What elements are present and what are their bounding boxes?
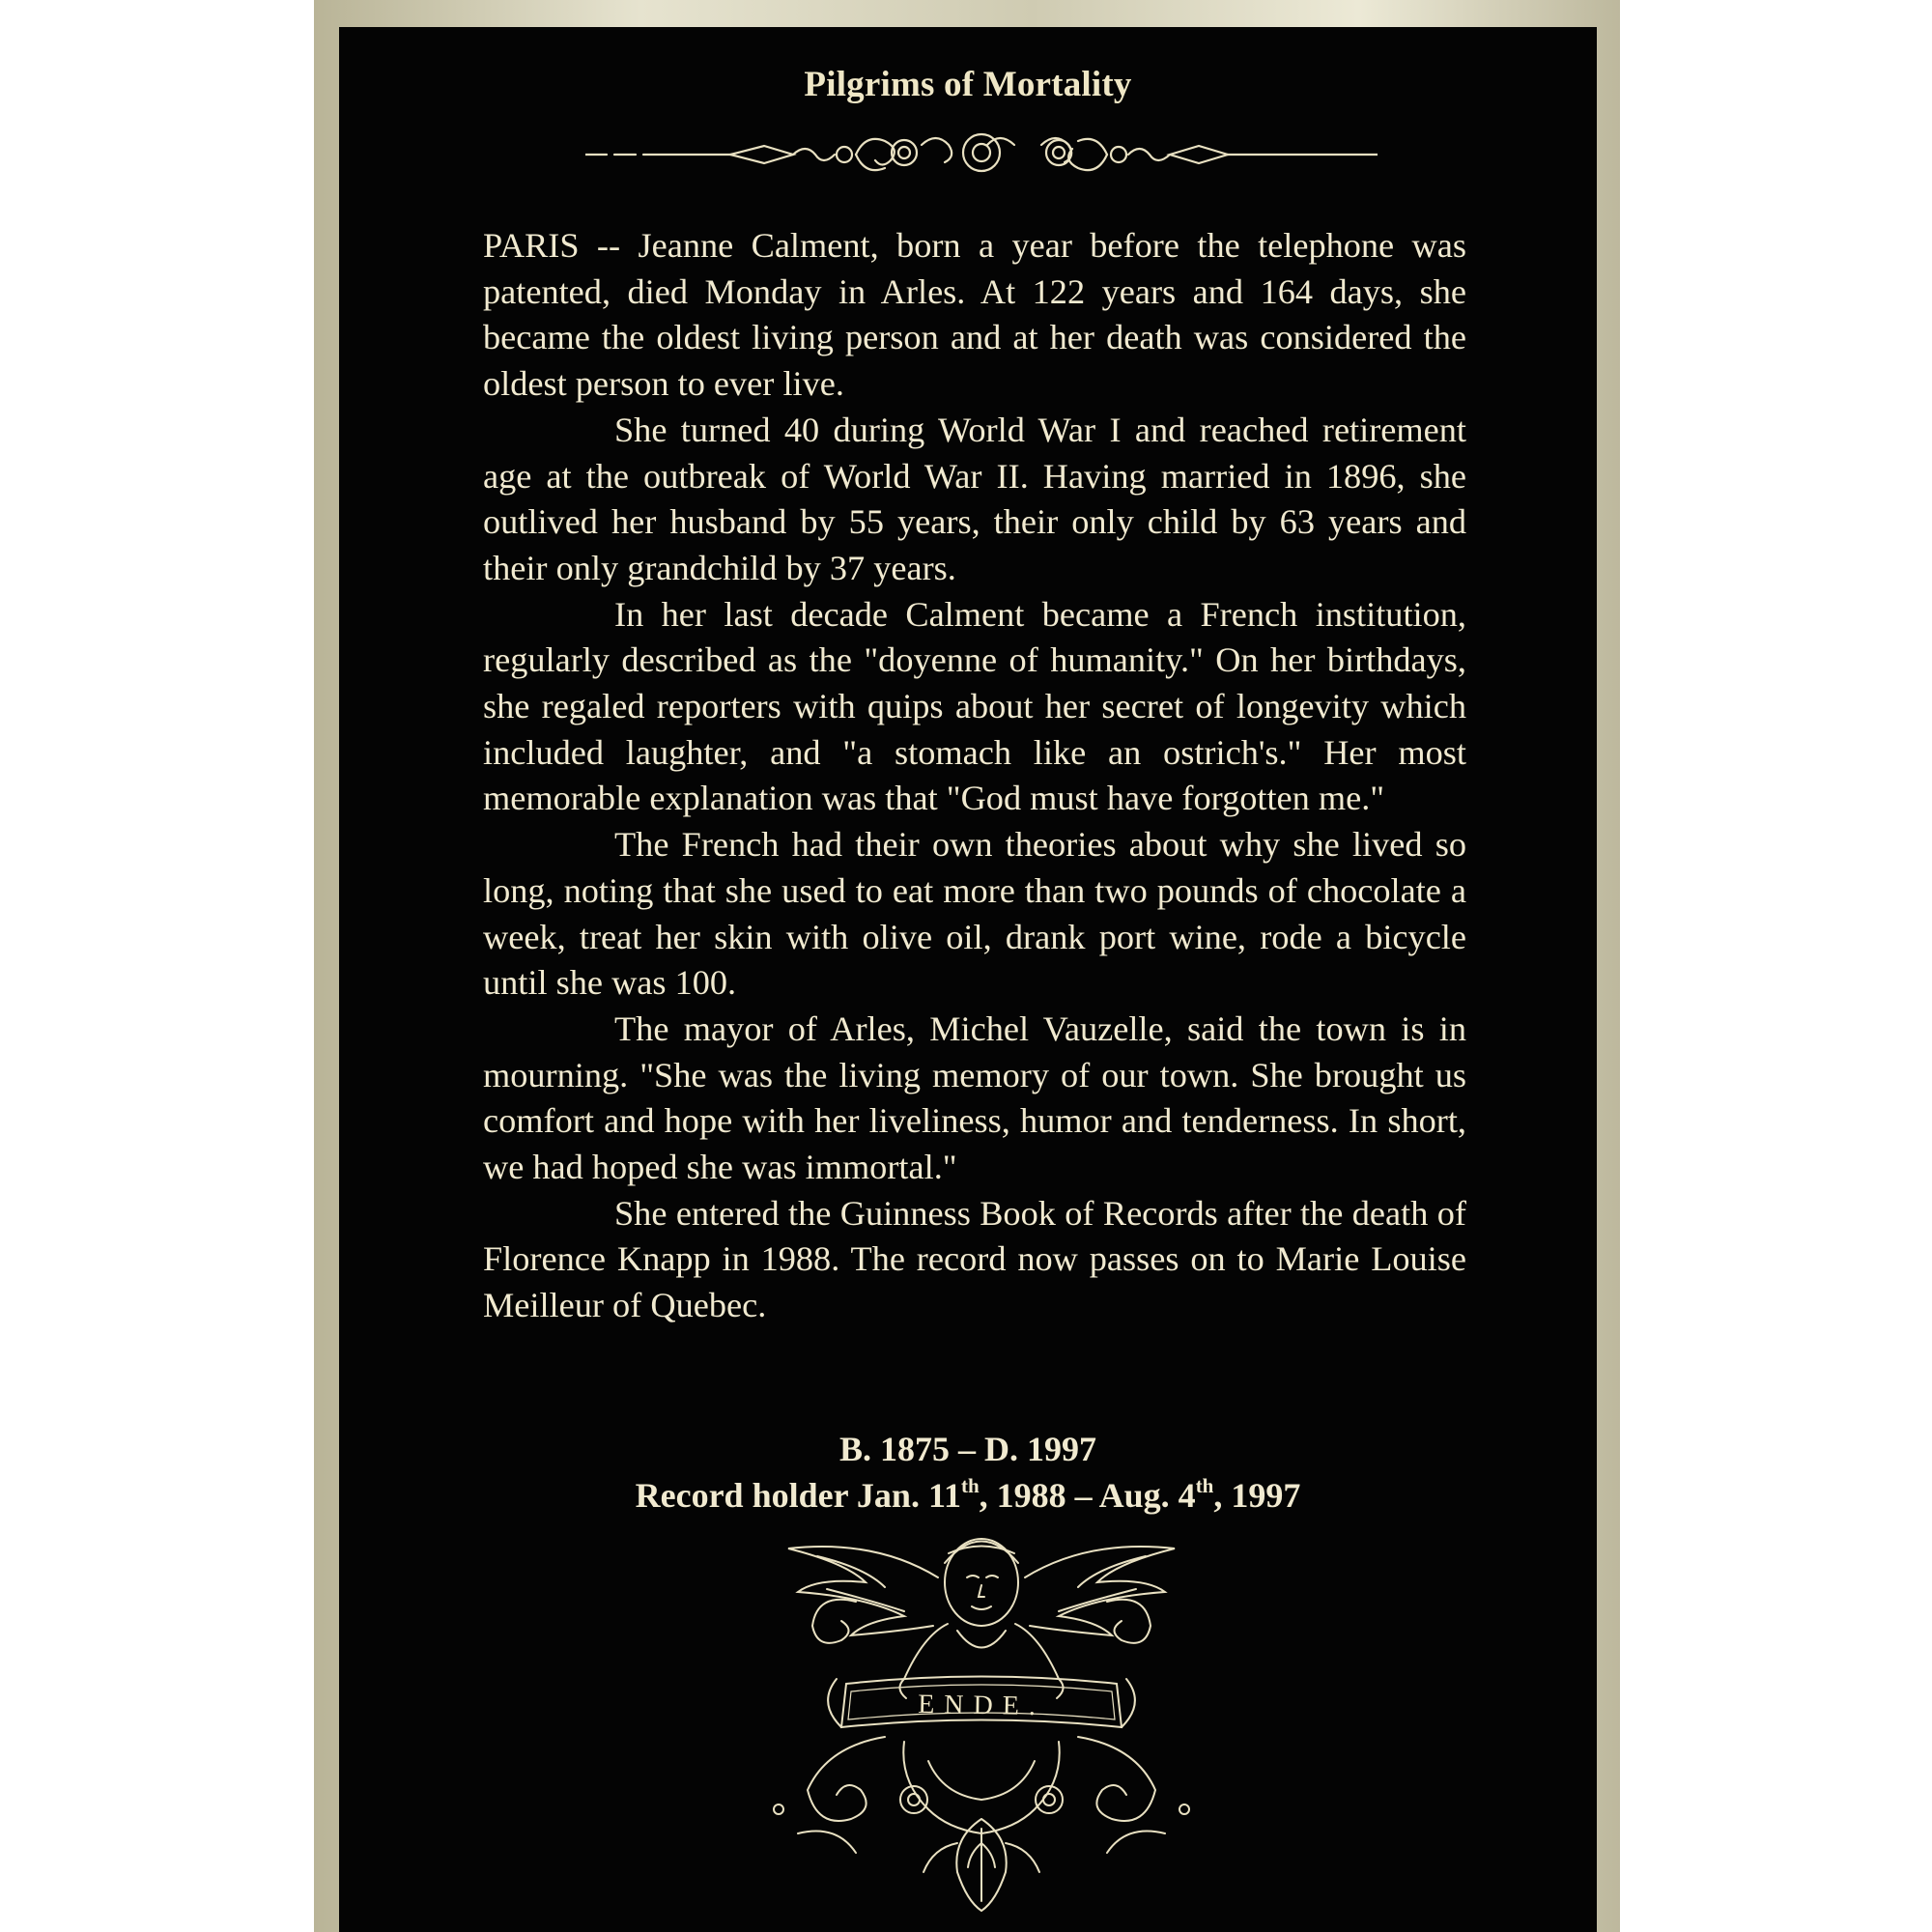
emblem-text: ENDE.	[917, 1689, 1046, 1722]
paragraph: PARIS -- Jeanne Calment, born a year before the telephone was patented, died Monday in Arles. At 122 years and 164 days, she became the oldest living person and at her death was considered the oldest person to ever live.	[483, 226, 1466, 404]
record-prefix: Record holder Jan. 11	[635, 1476, 961, 1515]
paragraph: The mayor of Arles, Michel Vauzelle, said the town is in mourning. "She was the living memory of our town. She brought us comfort and hope with her liveliness, humor and tenderness. In short, we had hoped she was immortal."	[483, 1009, 1466, 1187]
paragraph: She entered the Guinness Book of Records after the death of Florence Knapp in 1988. The record now passes on to Marie Louise Meilleur of Quebec.	[483, 1193, 1466, 1325]
memorial-plaque	[339, 27, 1597, 1932]
cherub-emblem	[759, 1510, 1204, 1916]
paragraph: She turned 40 during World War I and reached retirement age at the outbreak of World War II. Having married in 1896, she outlived her husband by 55 years, their only child by 63 years and their only grandchild by 37 years.	[483, 410, 1466, 587]
ornamental-divider	[585, 116, 1378, 193]
lifespan-line: B. 1875 – D. 1997	[838, 1430, 1096, 1468]
plaque-title: Pilgrims of Mortality	[804, 65, 1132, 104]
ordinal-suffix: th	[960, 1474, 980, 1497]
paragraph: The French had their own theories about why she lived so long, noting that she used to eat more than two pounds of chocolate a week, treat her skin with olive oil, drank port wine, rode a bicycle until she was 100.	[483, 825, 1466, 1003]
record-middle: , 1988 – Aug. 4	[979, 1476, 1196, 1515]
obituary-text	[483, 223, 1466, 1329]
plaque-footer	[339, 1426, 1597, 1519]
paragraph: In her last decade Calment became a French institution, regularly described as the "doyenne of humanity." On her birthdays, she regaled reporters with quips about her secret of longevity which included laughter, and "a stomach like an ostrich's." Her most memorable explanation was that "God must have forgotten me."	[483, 594, 1466, 818]
ordinal-suffix: th	[1195, 1474, 1214, 1497]
record-suffix: , 1997	[1213, 1476, 1301, 1515]
